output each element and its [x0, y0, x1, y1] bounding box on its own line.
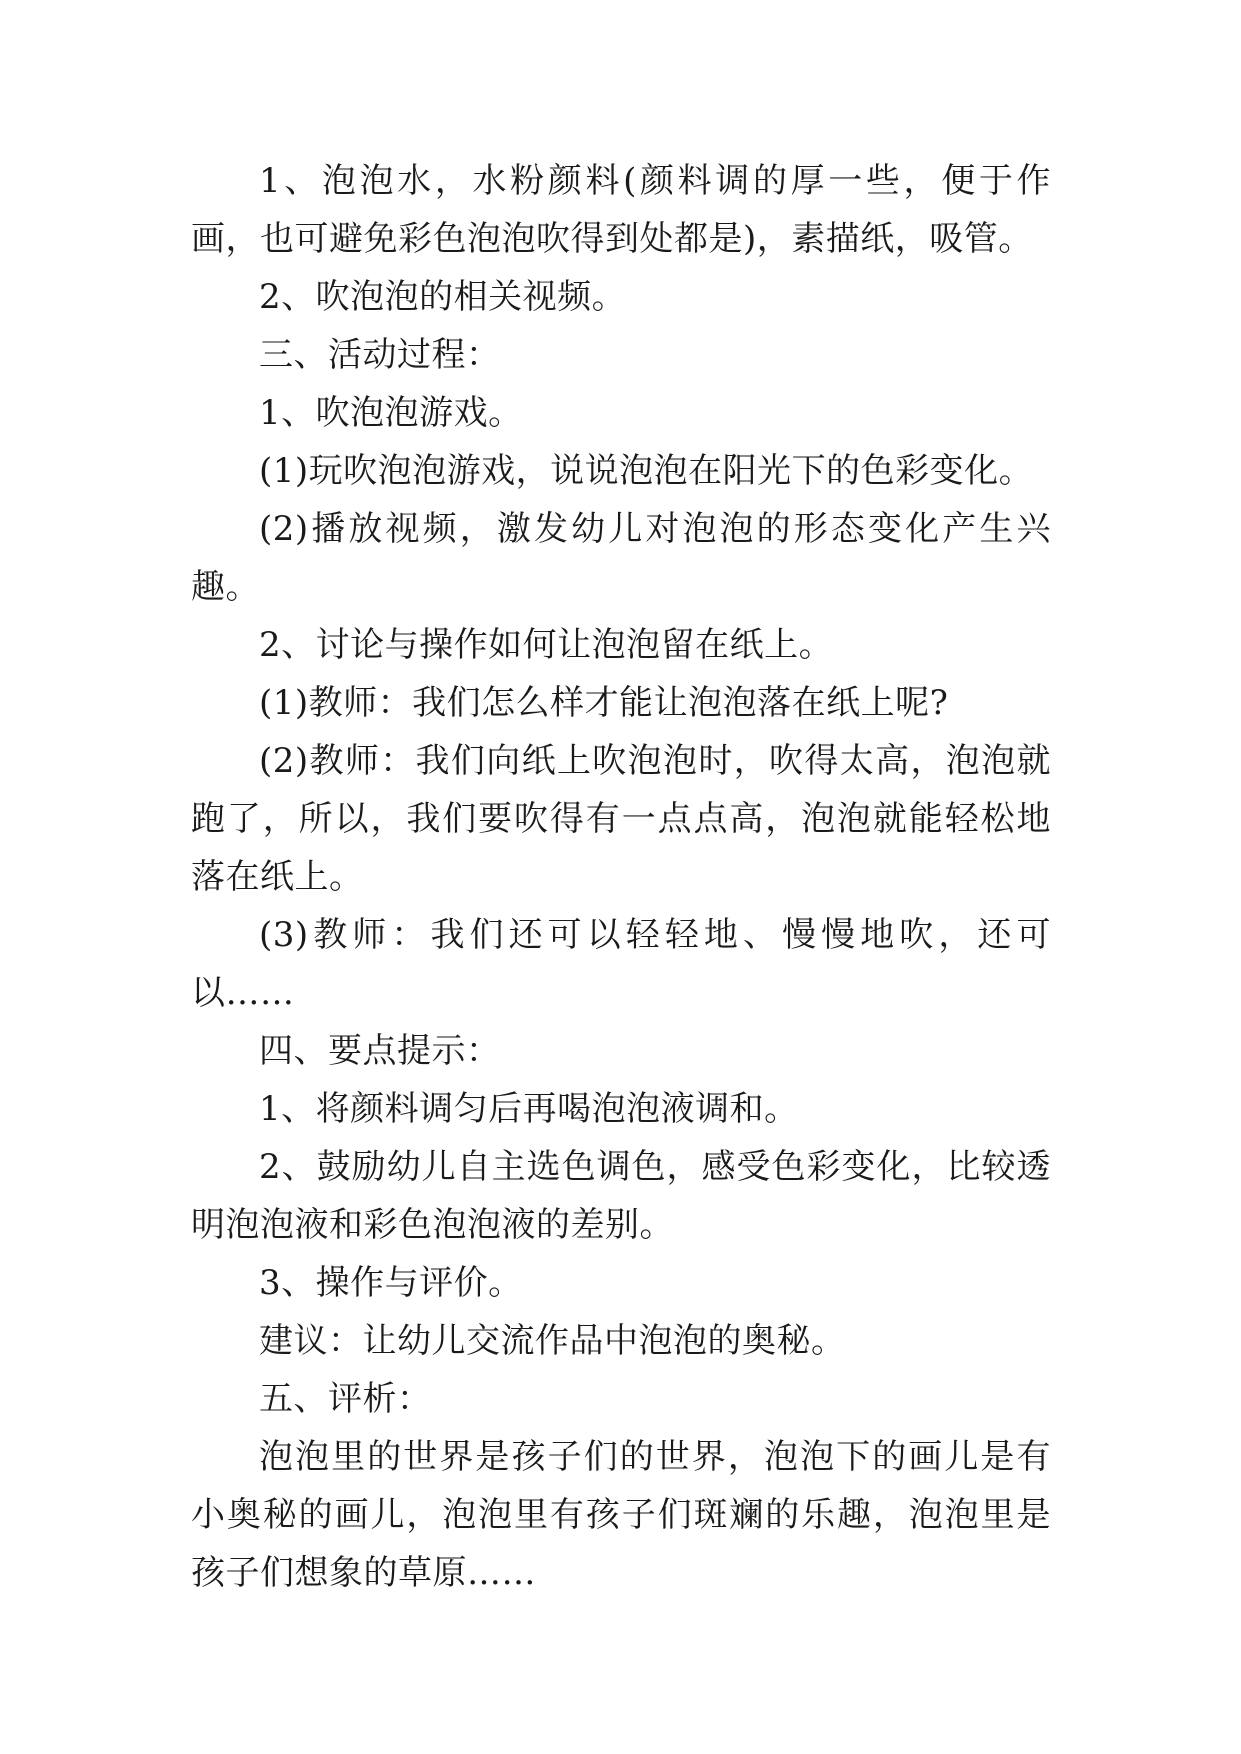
paragraph-materials-2: 2、吹泡泡的相关视频。 — [259, 277, 627, 317]
paragraph-analysis: 泡泡里的世界是孩子们的世界，泡泡下的画儿是有小奥秘的画儿，泡泡里有孩子们斑斓的乐趣，泡泡里是孩子们想象的草原…… — [191, 1437, 1051, 1593]
section-heading-process: 三、活动过程： — [259, 335, 501, 375]
paragraph-suggestion: 建议：让幼儿交流作品中泡泡的奥秘。 — [259, 1321, 846, 1361]
paragraph-step-2-3: (3)教师：我们还可以轻轻地、慢慢地吹，还可以…… — [191, 915, 1051, 1013]
paragraph-step-2-2: (2)教师：我们向纸上吹泡泡时，吹得太高，泡泡就跑了，所以，我们要吹得有一点点高，泡泡就能轻松地落在纸上。 — [191, 741, 1051, 897]
paragraph-materials-1: 1、泡泡水，水粉颜料(颜料调的厚一些，便于作画，也可避免彩色泡泡吹得到处都是)，素描纸，吸管。 — [191, 161, 1051, 259]
paragraph-step-1-1: (1)玩吹泡泡游戏，说说泡泡在阳光下的色彩变化。 — [259, 451, 1034, 491]
paragraph-step-1-2: (2)播放视频，激发幼儿对泡泡的形态变化产生兴趣。 — [191, 509, 1051, 607]
paragraph-step-1: 1、吹泡泡游戏。 — [259, 393, 523, 433]
paragraph-tip-2: 2、鼓励幼儿自主选色调色，感受色彩变化，比较透明泡泡液和彩色泡泡液的差别。 — [191, 1147, 1051, 1245]
paragraph-tip-3: 3、操作与评价。 — [259, 1263, 523, 1303]
section-heading-tips: 四、要点提示： — [259, 1031, 501, 1071]
paragraph-tip-1: 1、将颜料调匀后再喝泡泡液调和。 — [259, 1089, 799, 1129]
document-body — [191, 152, 1051, 1602]
paragraph-step-2-1: (1)教师：我们怎么样才能让泡泡落在纸上呢? — [259, 683, 949, 723]
section-heading-analysis: 五、评析： — [259, 1379, 432, 1419]
paragraph-step-2: 2、讨论与操作如何让泡泡留在纸上。 — [259, 625, 834, 665]
